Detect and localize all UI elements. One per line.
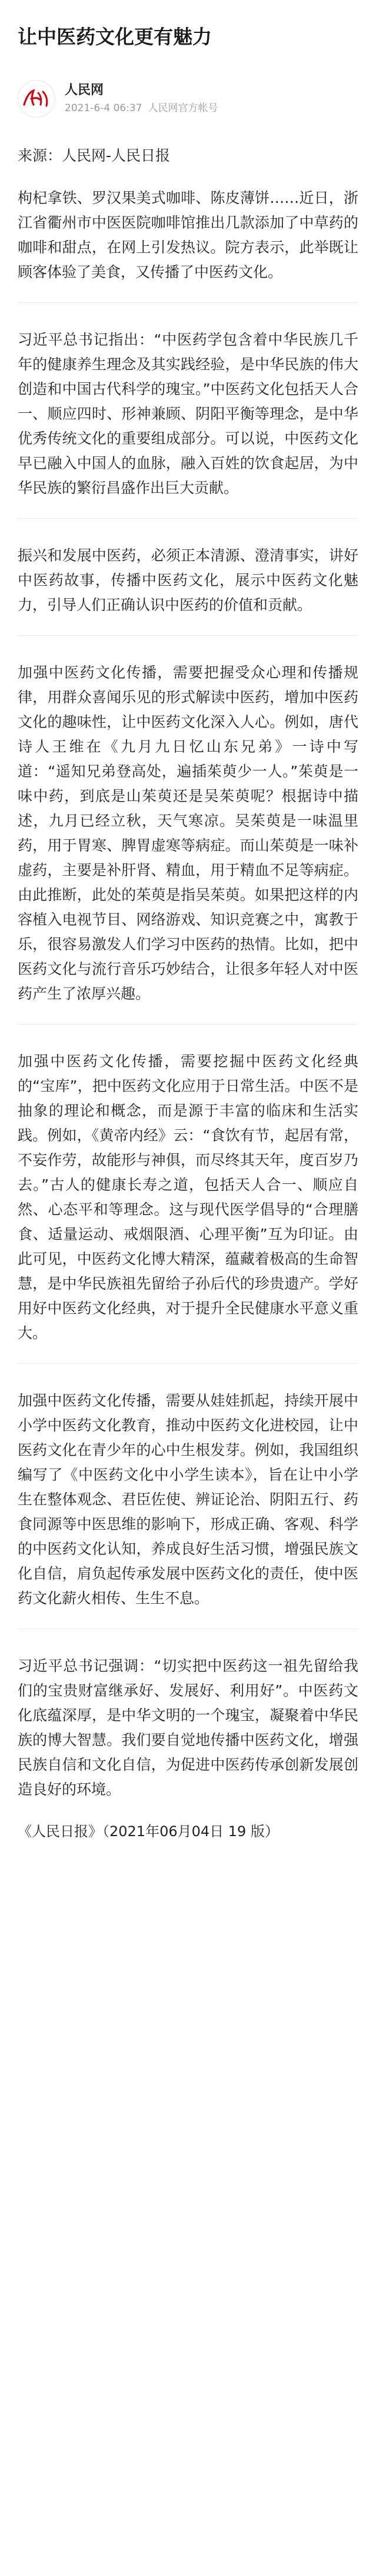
- author-name[interactable]: 人民网: [65, 83, 104, 98]
- paragraph-5: 加强中医药文化传播，需要挖掘中医药文化经典的“宝库”，把中医药文化应用于日常生活。中医不是抽象的理论和概念，而是源于丰富的临床和生活实践。例如，《黄帝内经》云：“食饮有节，起居有常，不妄作劳，故能形与神俱，而尽终其天年，度百岁乃去。”古人的健康长寿之道，包括天人合一、顺应自然、心态平和等理念。这与现代医学倡导的“合理膳食、适量运动、戒烟限酒、心理平衡”互为印证。由此可见，中医药文化博大精深，蕴藏着极高的生命智慧，是中华民族祖先留给子孙后代的珍贵遗产。学好用好中医药文化经典，对于提升全民健康水平意义重大。: [18, 1053, 358, 1342]
- divider: [18, 518, 358, 519]
- divider: [18, 635, 358, 636]
- divider: [18, 302, 358, 303]
- people-daily-logo-icon: [21, 87, 52, 111]
- author-bar: [18, 80, 358, 118]
- author-subline: [65, 101, 218, 116]
- paragraph-2: 习近平总书记指出：“中医药学包含着中华民族几千年的健康养生理念及其实践经验，是中华民族的伟大创造和中国古代科学的瑰宝。”中医药文化包括天人合一、顺应四时、形神兼顾、阴阳平衡等理念，是中华优秀传统文化的重要组成部分。可以说，中医药文化早已融入中国人的血脉，融入百姓的饮食起居，为中华民族的繁衍昌盛作出巨大贡献。: [18, 331, 358, 496]
- paragraph-6: 加强中医药文化传播，需要从娃娃抓起，持续开展中小学中医药文化教育，推动中医药文化进校园，让中医药文化在青少年的心中生根发芽。例如，我国组织编写了《中医药文化中小学生读本》，旨在让中小学生在整体观念、君臣佐使、辨证论治、阴阳五行、药食同源等中医思维的影响下，形成正确、客观、科学的中医药文化认知，养成良好生活习惯，增强民族文化自信，肩负起传承发展中医药文化的责任，使中医药文化薪火相传、生生不息。: [18, 1392, 358, 1607]
- divider: [18, 1363, 358, 1364]
- article-title: 让中医药文化更有魅力: [18, 25, 212, 48]
- paragraph-1: 枸杞拿铁、罗汉果美式咖啡、陈皮薄饼……近日，浙江省衢州市中医医院咖啡馆推出几款添加了中草药的咖啡和甜点，在网上引发热议。院方表示，此举既让顾客体验了美食，又传播了中医药文化。: [18, 189, 358, 281]
- paragraph-7: 习近平总书记强调：“切实把中医药这一祖先留给我们的宝贵财富继承好、发展好、利用好”。中医药文化底蕴深厚，是中华文明的一个瑰宝，凝聚着中华民族的博大智慧。我们要自觉地传播中医药文化，增强民族自信和文化自信，为促进中医药传承创新发展创造良好的环境。: [18, 1657, 358, 1798]
- account-type: 人民网官方帐号: [148, 102, 218, 114]
- paragraph-3: 振兴和发展中医药，必须正本清源、澄清事实，讲好中医药故事，传播中医药文化，展示中医药文化魅力，引导人们正确认识中医药的价值和贡献。: [18, 547, 358, 613]
- paragraph-4: 加强中医药文化传播，需要把握受众心理和传播规律，用群众喜闻乐见的形式解读中医药，增加中医药文化的趣味性，让中医药文化深入人心。例如，唐代诗人王维在《九月九日忆山东兄弟》一诗中写道：“遥知兄弟登高处，遍插茱萸少一人。”茱萸是一味中药，到底是山茱萸还是吴茱萸呢？根据诗中描述，九月已经立秋，天气寒凉。吴茱萸是一味温里药，用于胃寒、脾胃虚寒等病症。而山茱萸是一味补虚药，主要是补肝肾、精血，用于精血不足等病症。由此推断，此处的茱萸是指吴茱萸。如果把这样的内容植入电视节目、网络游戏、知识竞赛之中，寓教于乐，很容易激发人们学习中医药的热情。比如，把中医药文化与流行音乐巧妙结合，让很多年轻人对中医药产生了浓厚兴趣。: [18, 664, 358, 1002]
- source-line: 来源：人民网-人民日报: [18, 147, 171, 164]
- publication-footer: 《人民日报》（2021年06月04日 19 版）: [18, 1823, 279, 1840]
- divider: [18, 1024, 358, 1025]
- author-avatar[interactable]: [18, 80, 55, 118]
- author-meta: [65, 82, 218, 116]
- publish-date: 2021-6-4 06:37: [65, 102, 142, 114]
